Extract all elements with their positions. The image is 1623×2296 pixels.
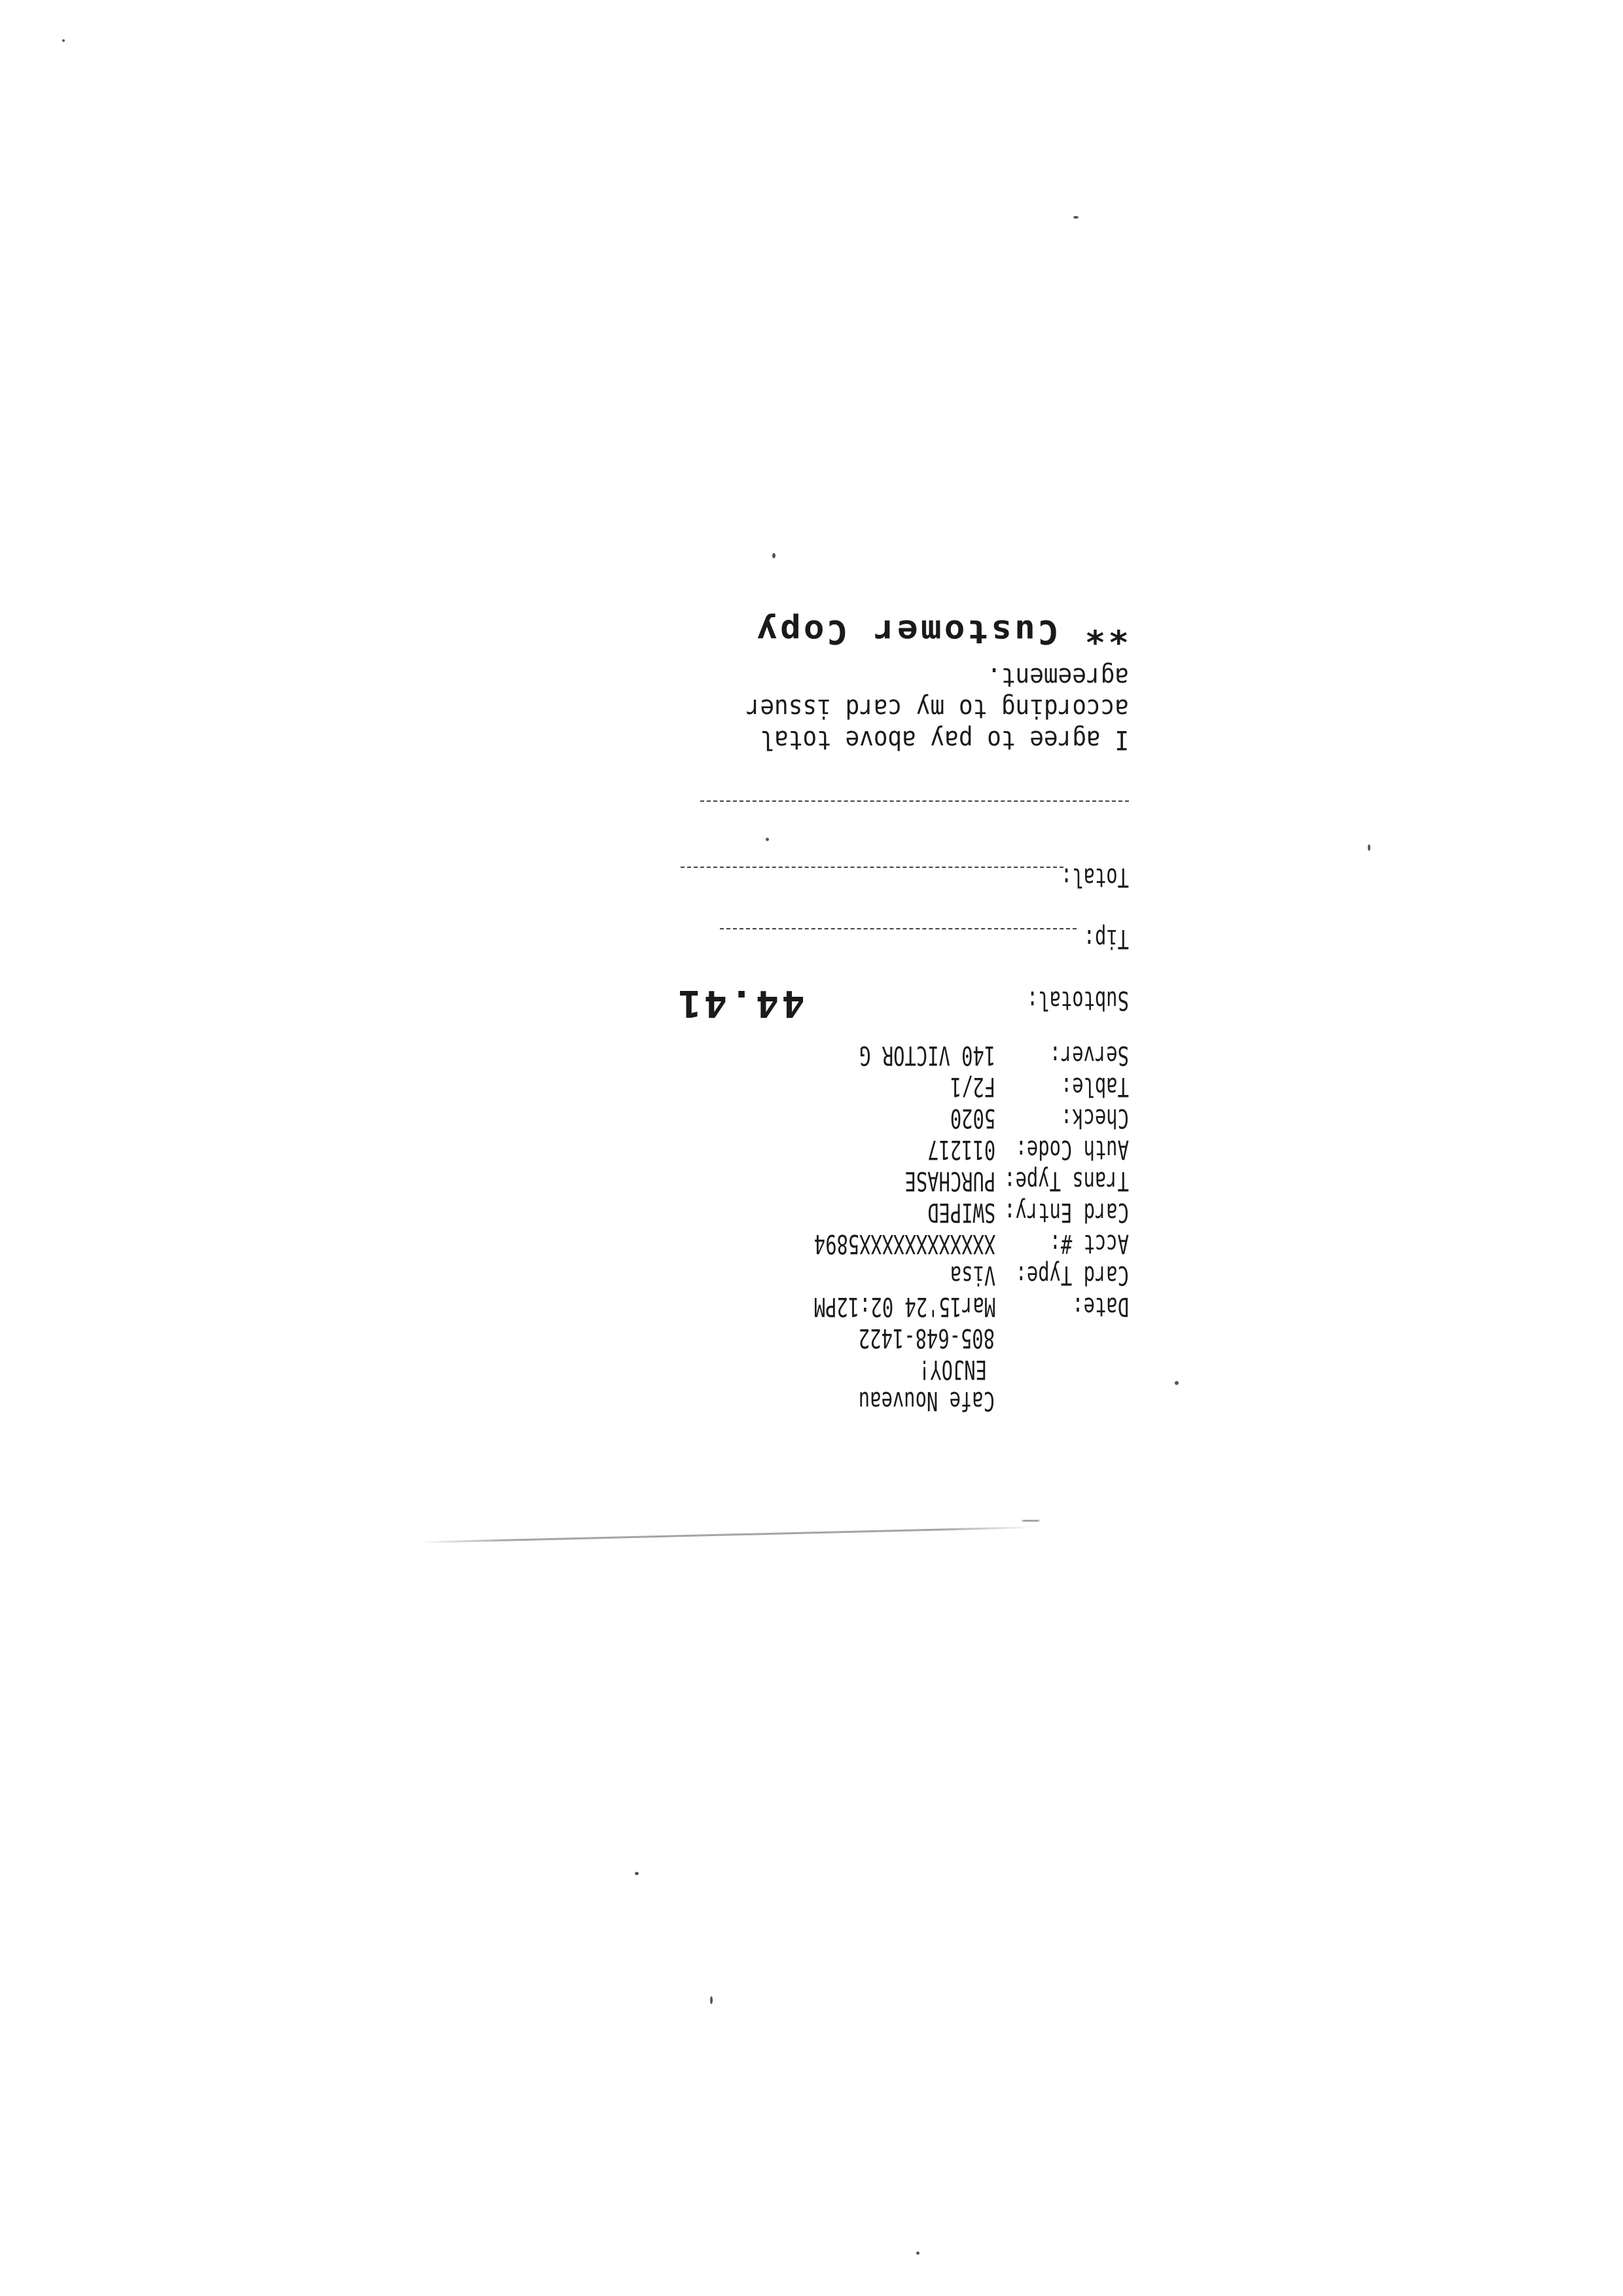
field-value: 5020 <box>950 1103 996 1133</box>
field-value: 011217 <box>927 1134 996 1164</box>
greeting-text: ENJOY! <box>918 1354 987 1384</box>
field-label: Trans Type: <box>1004 1166 1129 1196</box>
scan-speck <box>916 2251 919 2255</box>
scan-speck <box>1073 216 1079 219</box>
field-label: Card Type: <box>1015 1260 1129 1290</box>
scan-speck <box>62 39 65 42</box>
paper-edge-line <box>419 1526 1034 1543</box>
merchant-name: Cafe Nouveau <box>858 1386 995 1416</box>
field-label: Table: <box>1060 1071 1129 1102</box>
agreement-line-2: according to my card issuer <box>745 693 1129 723</box>
scan-speck <box>1175 1381 1179 1385</box>
field-label: Server: <box>1049 1040 1129 1070</box>
field-value: PURCHASE <box>904 1166 996 1196</box>
tip-line <box>720 928 1077 929</box>
signature-line <box>700 800 1129 802</box>
agreement-line-3: agreement. <box>987 662 1129 692</box>
field-label: Card Entry: <box>1004 1197 1129 1227</box>
field-label: Auth Code: <box>1015 1134 1129 1164</box>
field-value: F2/1 <box>950 1071 996 1102</box>
paper-edge-line <box>1021 1520 1041 1522</box>
scan-speck <box>635 1872 639 1875</box>
subtotal-label: Subtotal: <box>1026 985 1129 1015</box>
field-value: Visa <box>950 1260 996 1290</box>
field-value: XXXXXXXXXXXX5894 <box>813 1229 996 1259</box>
customer-copy-label: ** Customer Copy <box>754 613 1129 651</box>
total-label: Total: <box>1060 862 1129 892</box>
tip-label: Tip: <box>1083 924 1129 954</box>
scan-speck <box>1368 844 1370 851</box>
scan-speck <box>772 553 776 558</box>
field-label: Acct #: <box>1049 1229 1129 1259</box>
total-line <box>681 867 1063 868</box>
merchant-phone: 805-648-1422 <box>858 1323 995 1353</box>
scan-speck <box>710 1996 713 2004</box>
field-value: Mar15'24 02:12PM <box>813 1291 996 1321</box>
field-value: 140 VICTOR G <box>859 1040 996 1070</box>
field-value: SWIPED <box>927 1197 996 1227</box>
receipt <box>537 563 1129 1416</box>
agreement-line-1: I agree to pay above total <box>760 725 1129 755</box>
field-label: Check: <box>1060 1103 1129 1133</box>
field-label: Date: <box>1072 1291 1129 1321</box>
subtotal-value: 44.41 <box>675 982 805 1024</box>
